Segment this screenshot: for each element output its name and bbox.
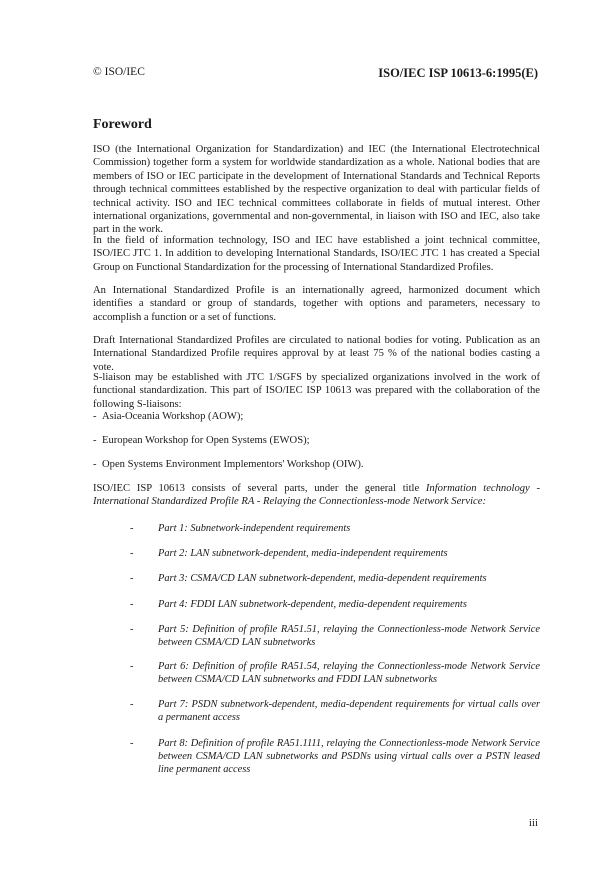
paragraph-text: ISO (the International Organization for Standardization) and IEC (the International Electrotechnical Commission) together form a system for worldwide standardization as a whole. National bodies that are members of ISO or IEC participate in the development of International Standards and Technical Reports through technical committees established by the respective organization to deal with particular fields of technical activity. ISO and IEC technical committees collaborate in fields of mutual interest. Other international organizations, governmental and non-governmental, in liaison with ISO and IEC, also take part in the work. bbox=[93, 144, 540, 236]
paragraph-parts-intro bbox=[93, 482, 540, 509]
paragraph-iso-iec bbox=[93, 143, 540, 237]
part-text: Part 7: PSDN subnetwork-dependent, media-dependent requirements for virtual calls over a permanent access bbox=[158, 699, 540, 723]
part-text: Part 8: Definition of profile RA51.1111, relaying the Connectionless-mode Network Service between CSMA/CD LAN subnetworks and PSDNs using virtual calls over a PSTN leased line permanent access bbox=[158, 738, 540, 775]
paragraph-s-liaison bbox=[93, 371, 540, 411]
paragraph-draft-voting bbox=[93, 334, 540, 374]
list-dash: - bbox=[93, 459, 97, 470]
list-dash: - bbox=[130, 738, 134, 749]
series-title: Information technology - International Standardized Profile RA - Relaying the Connectionless-mode Network Service: bbox=[93, 483, 540, 508]
list-dash: - bbox=[130, 661, 134, 672]
list-dash: - bbox=[93, 435, 97, 446]
list-dash: - bbox=[93, 411, 97, 422]
part-text: Part 1: Subnetwork-independent requirements bbox=[158, 523, 351, 534]
header-document-id: ISO/IEC ISP 10613-6:1995(E) bbox=[378, 66, 538, 80]
liaison-text: European Workshop for Open Systems (EWOS); bbox=[102, 435, 310, 446]
part-text: Part 3: CSMA/CD LAN subnetwork-dependent, media-dependent requirements bbox=[158, 573, 487, 584]
part-text: Part 2: LAN subnetwork-dependent, media-independent requirements bbox=[158, 548, 448, 559]
header-copyright: © ISO/IEC bbox=[93, 66, 145, 78]
part-text: Part 5: Definition of profile RA51.51, relaying the Connectionless-mode Network Service between CSMA/CD LAN subnetworks bbox=[158, 624, 540, 648]
paragraph-jtc1 bbox=[93, 234, 540, 274]
paragraph-text: An International Standardized Profile is an internationally agreed, harmonized document which identifies a standard or group of standards, together with options and parameters, necessary to accomplish a function or a set of functions. bbox=[93, 285, 540, 323]
section-title: Foreword bbox=[93, 117, 152, 132]
list-dash: - bbox=[130, 523, 134, 534]
paragraph-text: Draft International Standardized Profiles are circulated to national bodies for voting. Publication as an International Standardized Profile requires approval by at least 75 % of the national bodies casting a vote. bbox=[93, 335, 540, 373]
liaison-text: Open Systems Environment Implementors' Workshop (OIW). bbox=[102, 459, 364, 470]
list-dash: - bbox=[130, 573, 134, 584]
page-number: iii bbox=[528, 817, 538, 829]
liaison-text: Asia-Oceania Workshop (AOW); bbox=[102, 411, 244, 422]
list-dash: - bbox=[130, 599, 134, 610]
paragraph-isp-definition bbox=[93, 284, 540, 324]
list-dash: - bbox=[130, 548, 134, 559]
list-dash: - bbox=[130, 699, 134, 710]
list-dash: - bbox=[130, 624, 134, 635]
part-text: Part 6: Definition of profile RA51.54, relaying the Connectionless-mode Network Service between CSMA/CD LAN subnetworks and FDDI LAN subnetworks bbox=[158, 661, 540, 685]
parts-intro-prefix: ISO/IEC ISP 10613 consists of several parts, under the general title bbox=[93, 483, 426, 494]
part-text: Part 4: FDDI LAN subnetwork-dependent, media-dependent requirements bbox=[158, 599, 467, 610]
paragraph-text: In the field of information technology, ISO and IEC have established a joint technical committee, ISO/IEC JTC 1. In addition to developing International Standards, ISO/IEC JTC 1 has created a Special Group on Functional Standardization for the processing of International Standardized Profiles. bbox=[93, 235, 540, 273]
paragraph-text: S-liaison may be established with JTC 1/SGFS by specialized organizations involved in the work of functional standardization. This part of ISO/IEC ISP 10613 was prepared with the collaboration of the following S-liaisons: bbox=[93, 372, 540, 410]
